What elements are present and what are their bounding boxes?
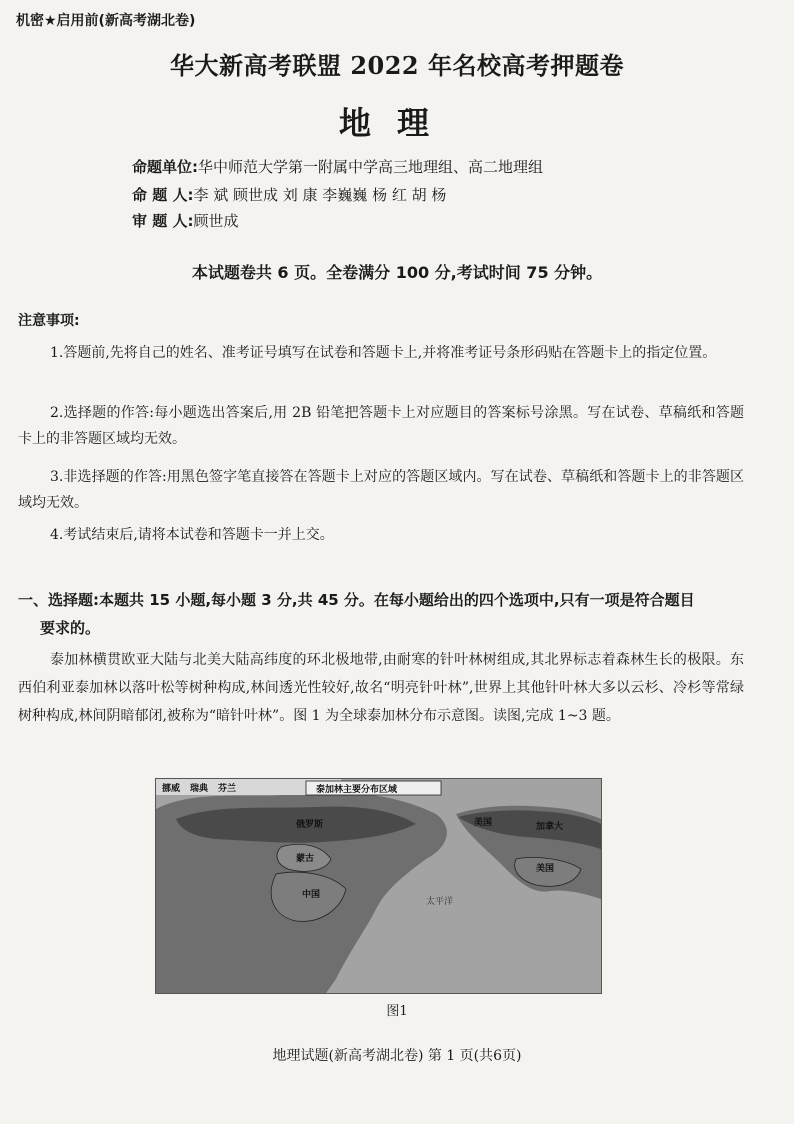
figure-caption: 图1 [386,1004,408,1019]
proposing-unit [132,156,543,177]
label-finland: 芬兰 [218,784,237,794]
label-russia: 俄罗斯 [296,820,324,830]
exam-title: 华大新高考联盟 2022 年名校高考押题卷 [169,51,624,80]
authors [132,184,446,205]
map-svg [156,779,601,993]
notice-item: 1.答题前,先将自己的姓名、准考证号填写在试卷和答题卡上,并将准考证号条形码贴在答题卡上的指定位置。 [50,345,717,361]
label-usa: 美国 [536,864,555,874]
proposing-unit-value: 华中师范大学第一附属中学高三地理组、高二地理组 [198,158,544,176]
authors-label: 命 题 人: [132,186,194,204]
section-heading-line1: 一、选择题:本题共 15 小题,每小题 3 分,共 45 分。在每小题给出的四个选项中,只有一项是符合题目 [18,591,695,609]
label-pacific: 太平洋 [426,897,454,907]
label-sweden: 瑞典 [190,784,209,794]
confidential-label: 机密★启用前(新高考湖北卷) [16,13,196,29]
taiga-map [155,778,602,994]
reviewer-value: 顾世成 [193,212,239,230]
reviewer-label: 审 题 人: [132,212,194,230]
notice-item: 4.考试结束后,请将本试卷和答题卡一并上交。 [50,527,334,543]
label-mongolia: 蒙古 [296,854,315,864]
reviewer [132,210,238,231]
label-norway: 挪威 [162,784,181,794]
page-footer: 地理试题(新高考湖北卷) 第 1 页(共6页) [272,1048,522,1064]
label-china: 中国 [302,890,321,900]
notice-item: 3.非选择题的作答:用黑色签字笔直接答在答题卡上对应的答题区域内。写在试卷、草稿纸和答题卡上的非答题区域均无效。 [18,469,744,511]
subject-title: 地理 [338,104,455,142]
section-heading [18,586,758,642]
label-alaska: 美国 [474,818,493,828]
notice-item: 2.选择题的作答:每小题选出答案后,用 2B 铅笔把答题卡上对应题目的答案标号涂黑。写在试卷、草稿纸和答题卡上的非答题区域均无效。 [18,405,744,447]
label-canada: 加拿大 [536,822,564,832]
exam-info: 本试题卷共 6 页。全卷满分 100 分,考试时间 75 分钟。 [191,263,603,282]
legend-title: 泰加林主要分布区域 [316,785,398,795]
section-heading-line2: 要求的。 [40,619,101,637]
notice-title: 注意事项: [18,313,80,329]
proposing-unit-label: 命题单位: [132,158,198,176]
authors-value: 李 斌 顾世成 刘 康 李巍巍 杨 红 胡 杨 [193,186,447,204]
question-passage: 泰加林横贯欧亚大陆与北美大陆高纬度的环北极地带,由耐寒的针叶林树组成,其北界标志着森林生长的极限。东西伯利亚泰加林以落叶松等树种构成,林间透光性较好,故名“明亮针叶林”,世界上其他针叶林大多以云杉、冷杉等常绿树种构成,林间阴暗郁闭,被称为“暗针叶林”。图 1 为全球泰加林分布示意图。读图,完成 1~3 题。 [18,652,744,724]
